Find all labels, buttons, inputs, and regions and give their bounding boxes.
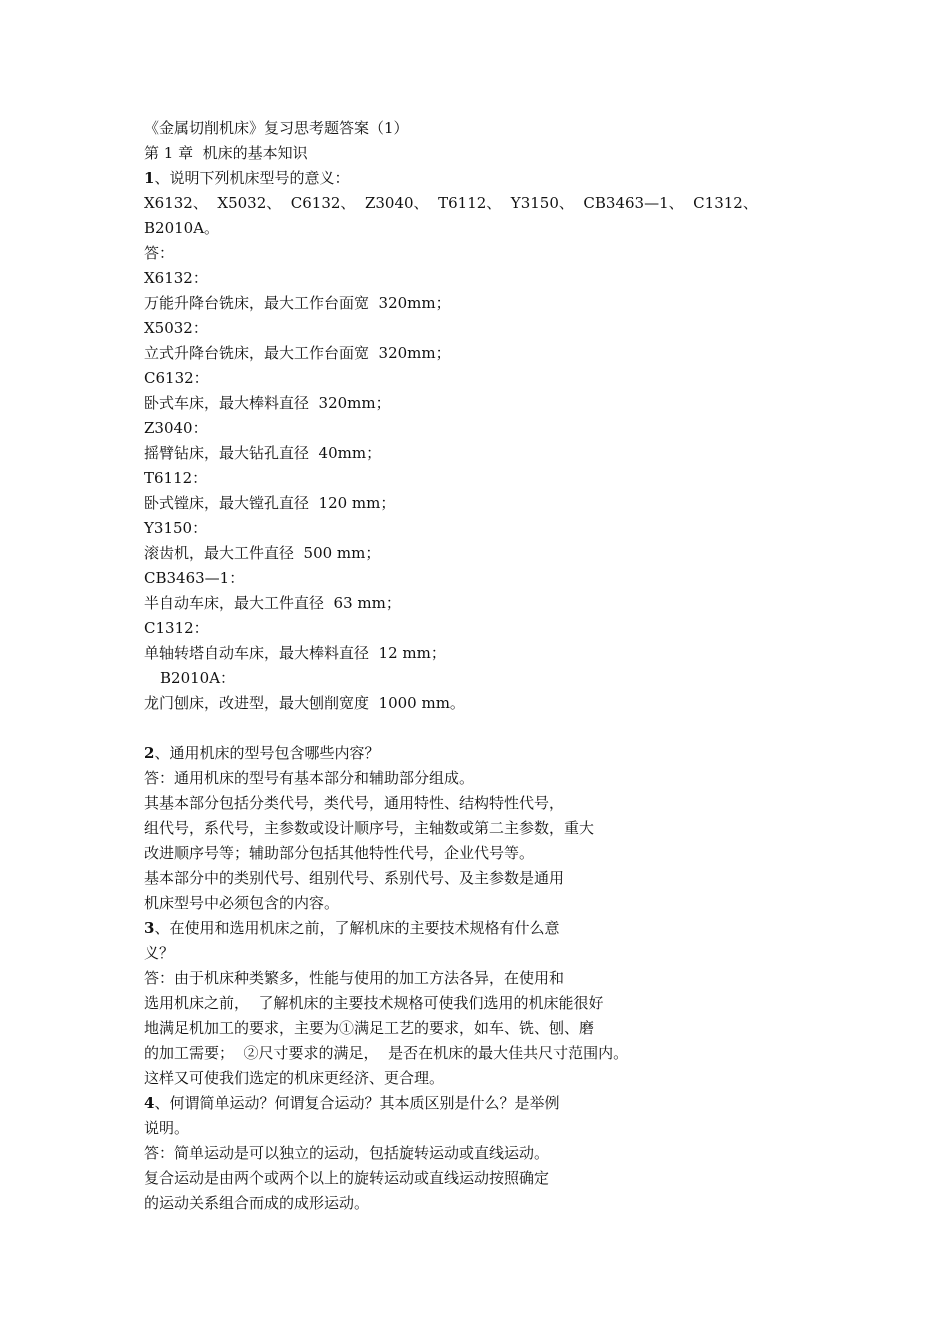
- model-list-cont: B2010A。: [144, 219, 220, 237]
- answer-line: 机床型号中必须包含的内容。: [144, 894, 340, 912]
- answer-line: 答：通用机床的型号有基本部分和辅助部分组成。: [144, 769, 475, 787]
- question-text-cont: 说明。: [144, 1119, 190, 1137]
- model-description: 立式升降台铣床，最大工作台面宽 320mm；: [144, 344, 451, 362]
- answer-line: 复合运动是由两个或两个以上的旋转运动或直线运动按照确定: [144, 1169, 550, 1187]
- document-title: 《金属切削机床》复习思考题答案（1）: [144, 119, 409, 137]
- question-2: [144, 741, 844, 766]
- question-text: 、说明下列机床型号的意义：: [154, 169, 350, 187]
- question-text: 、在使用和选用机床之前，了解机床的主要技术规格有什么意: [154, 919, 560, 937]
- model-description: 龙门刨床，改进型，最大刨削宽度 1000 mm。: [144, 694, 465, 712]
- model-code: T6112：: [144, 469, 208, 487]
- answer-line: 答：由于机床种类繁多，性能与使用的加工方法各异，在使用和: [144, 969, 565, 987]
- model-description: 滚齿机，最大工件直径 500 mm；: [144, 544, 381, 562]
- answer-line: 的加工需要； ②尺寸要求的满足， 是否在机床的最大佳共尺寸范围内。: [144, 1044, 629, 1062]
- paragraph-gap: [144, 716, 844, 741]
- model-description: 单轴转塔自动车床，最大棒料直径 12 mm；: [144, 644, 446, 662]
- question-text: 、通用机床的型号包含哪些内容？: [154, 744, 380, 762]
- question-1: [144, 166, 844, 191]
- answer-line: 改进顺序号等；辅助部分包括其他特性代号，企业代号等。: [144, 844, 535, 862]
- answer-line: 答：简单运动是可以独立的运动，包括旋转运动或直线运动。: [144, 1144, 550, 1162]
- question-number: 2: [144, 744, 155, 762]
- model-code: Z3040：: [144, 419, 208, 437]
- model-code: Y3150：: [144, 519, 208, 537]
- answer-line: 地满足机加工的要求，主要为①满足工艺的要求，如车、铣、刨、磨: [144, 1019, 595, 1037]
- model-code: X5032：: [144, 319, 208, 337]
- answer-label: 答：: [144, 244, 175, 262]
- answer-line: 这样又可使我们选定的机床更经济、更合理。: [144, 1069, 445, 1087]
- model-description: 卧式车床，最大棒料直径 320mm；: [144, 394, 391, 412]
- chapter-heading: 第 1 章 机床的基本知识: [144, 144, 308, 162]
- question-number: 4: [144, 1094, 155, 1112]
- model-description: 卧式镗床，最大镗孔直径 120 mm；: [144, 494, 396, 512]
- answer-line: 基本部分中的类别代号、组别代号、系别代号、及主参数是通用: [144, 869, 565, 887]
- model-description: 万能升降台铣床，最大工作台面宽 320mm；: [144, 294, 451, 312]
- model-code: B2010A：: [160, 669, 236, 687]
- answer-line: 选用机床之前， 了解机床的主要技术规格可使我们选用的机床能很好: [144, 994, 604, 1012]
- question-text: 、何谓简单运动？何谓复合运动？其本质区别是什么？是举例: [154, 1094, 560, 1112]
- question-number: 1: [144, 169, 155, 187]
- answer-line: 其基本部分包括分类代号，类代号，通用特性、结构特性代号，: [144, 794, 565, 812]
- question-3: [144, 916, 844, 941]
- model-description: 摇臂钻床，最大钻孔直径 40mm；: [144, 444, 382, 462]
- document-page: [144, 116, 844, 1216]
- question-4: [144, 1091, 844, 1116]
- model-list: X6132、 X5032、 C6132、 Z3040、 T6112、 Y3150、 CB3463—1、 C1312、: [144, 194, 758, 212]
- answer-line: 的运动关系组合而成的成形运动。: [144, 1194, 370, 1212]
- model-code: C1312：: [144, 619, 209, 637]
- model-code: CB3463—1：: [144, 569, 245, 587]
- model-code: X6132：: [144, 269, 208, 287]
- model-description: 半自动车床，最大工件直径 63 mm；: [144, 594, 401, 612]
- answer-line: 组代号，系代号，主参数或设计顺序号，主轴数或第二主参数，重大: [144, 819, 595, 837]
- question-number: 3: [144, 919, 155, 937]
- question-text-cont: 义？: [144, 944, 175, 962]
- model-code: C6132：: [144, 369, 209, 387]
